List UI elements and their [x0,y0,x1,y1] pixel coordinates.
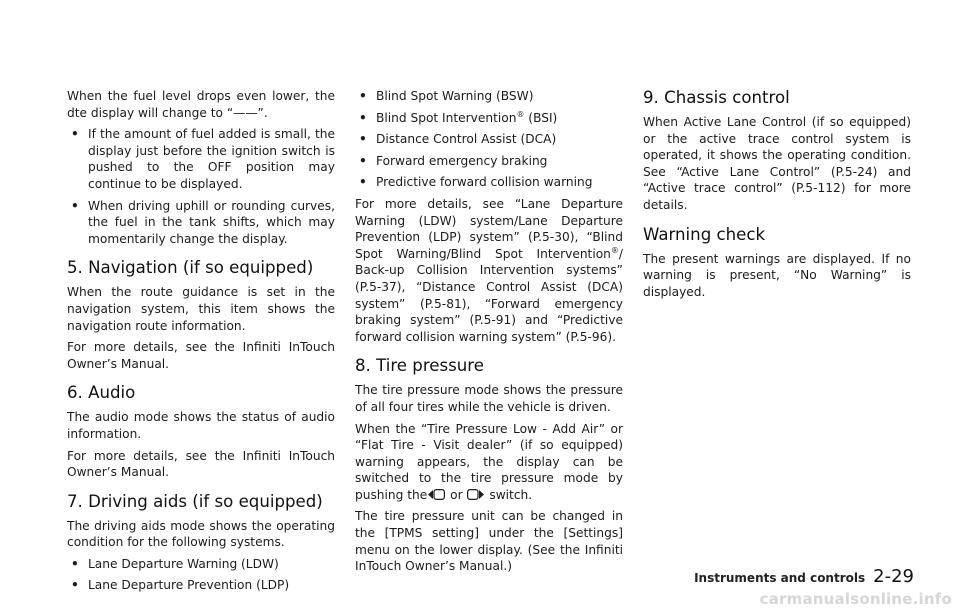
tire-pressure-switch-paragraph [355,421,623,504]
list-item: • Lane Departure Prevention (LDP) [67,577,335,594]
left-arrow-button-icon [428,489,445,500]
list-item: • Lane Departure Warning (LDW) [67,556,335,573]
audio-reference-paragraph: For more details, see the Infiniti InTouch Owner’s Manual. [67,448,335,480]
list-item: • Blind Spot Warning (BSW) [355,88,623,105]
column-right [643,88,911,305]
navigation-paragraph: When the route guidance is set in the navigation system, this item shows the navigation route information. [67,285,335,333]
watermark: carmanualsonline.info [759,590,952,608]
right-arrow-button-icon [467,489,484,500]
tire-pressure-unit-paragraph: The tire pressure unit can be changed in the [TPMS setting] under the [Settings] menu on the lower display. (See the Infiniti InTouch Owner’s Manual.) [355,509,623,574]
list-item: • When driving uphill or rounding curves, the fuel in the tank shifts, which may momentarily change the display. [67,198,335,248]
chassis-control-paragraph: When Active Lane Control (if so equipped) or the active trace control system is operated, it shows the operating condition. See “Active Lane Control” (P.5-24) and “Active trace control” (P.5-112) for more details. [643,115,911,212]
warning-check-heading: Warning check [643,224,766,244]
audio-paragraph: The audio mode shows the status of audio information. [67,410,335,441]
registered-mark: ® [516,109,525,119]
audio-heading: 6. Audio [67,383,136,403]
navigation-heading: 5. Navigation (if so equipped) [67,258,314,278]
navigation-reference-paragraph: For more details, see the Infiniti InTouch Owner’s Manual. [67,340,335,371]
list-item: • Forward emergency braking [355,153,623,170]
list-item: • Distance Control Assist (DCA) [355,131,623,148]
paragraph-text: switch. [485,487,533,502]
chassis-control-heading: 9. Chassis control [643,88,790,107]
reference-text: For more details, see “Lane Departure Warning (LDW) system/Lane Departure Prevention (LDP) system” (P.5-30), “Blind Spot Warning/Blind Spot Intervention [355,196,623,261]
list-item: • If the amount of fuel added is small, the display just before the ignition switch is pushed to the OFF position may continue to be displayed. [67,126,335,192]
list-item: • Predictive forward collision warning [355,174,623,191]
column-left [67,88,335,599]
reference-text: / Back-up Collision Intervention systems” (P.5-37), “Distance Control Assist (DCA) system” (P.5-81), “Forward emergency braking system” (P.5-91) and “Predictive forward collision warning system” (P.5-96). [355,246,623,344]
list-item [355,110,623,127]
list-item-suffix: (BSI) [524,110,558,125]
driving-aids-paragraph: The driving aids mode shows the operating condition for the following systems. [67,518,335,550]
driving-aids-reference-paragraph [355,196,623,345]
column-middle [355,88,623,580]
fuel-intro-paragraph: When the fuel level drops even lower, the dte display will change to “——”. [67,89,335,120]
paragraph-text: or [446,487,467,502]
page-footer [694,566,914,587]
registered-mark: ® [610,245,619,255]
tire-pressure-heading: 8. Tire pressure [355,356,484,376]
footer-section-title: Instruments and controls [694,571,866,585]
driving-aids-heading: 7. Driving aids (if so equipped) [67,491,323,511]
paragraph-text: When the “Tire Pressure Low - Add Air” or “Flat Tire - Visit dealer” (if so equipped) warning appears, the display can be switched to the tire pressure mode by pushing the [355,421,623,502]
warning-check-paragraph: The present warnings are displayed. If no warning is present, “No Warning” is displayed. [643,251,911,299]
list-item-label: Blind Spot Intervention [376,110,517,125]
tire-pressure-paragraph: The tire pressure mode shows the pressure of all four tires while the vehicle is driven. [355,383,623,414]
page-number: 2-29 [873,566,914,587]
